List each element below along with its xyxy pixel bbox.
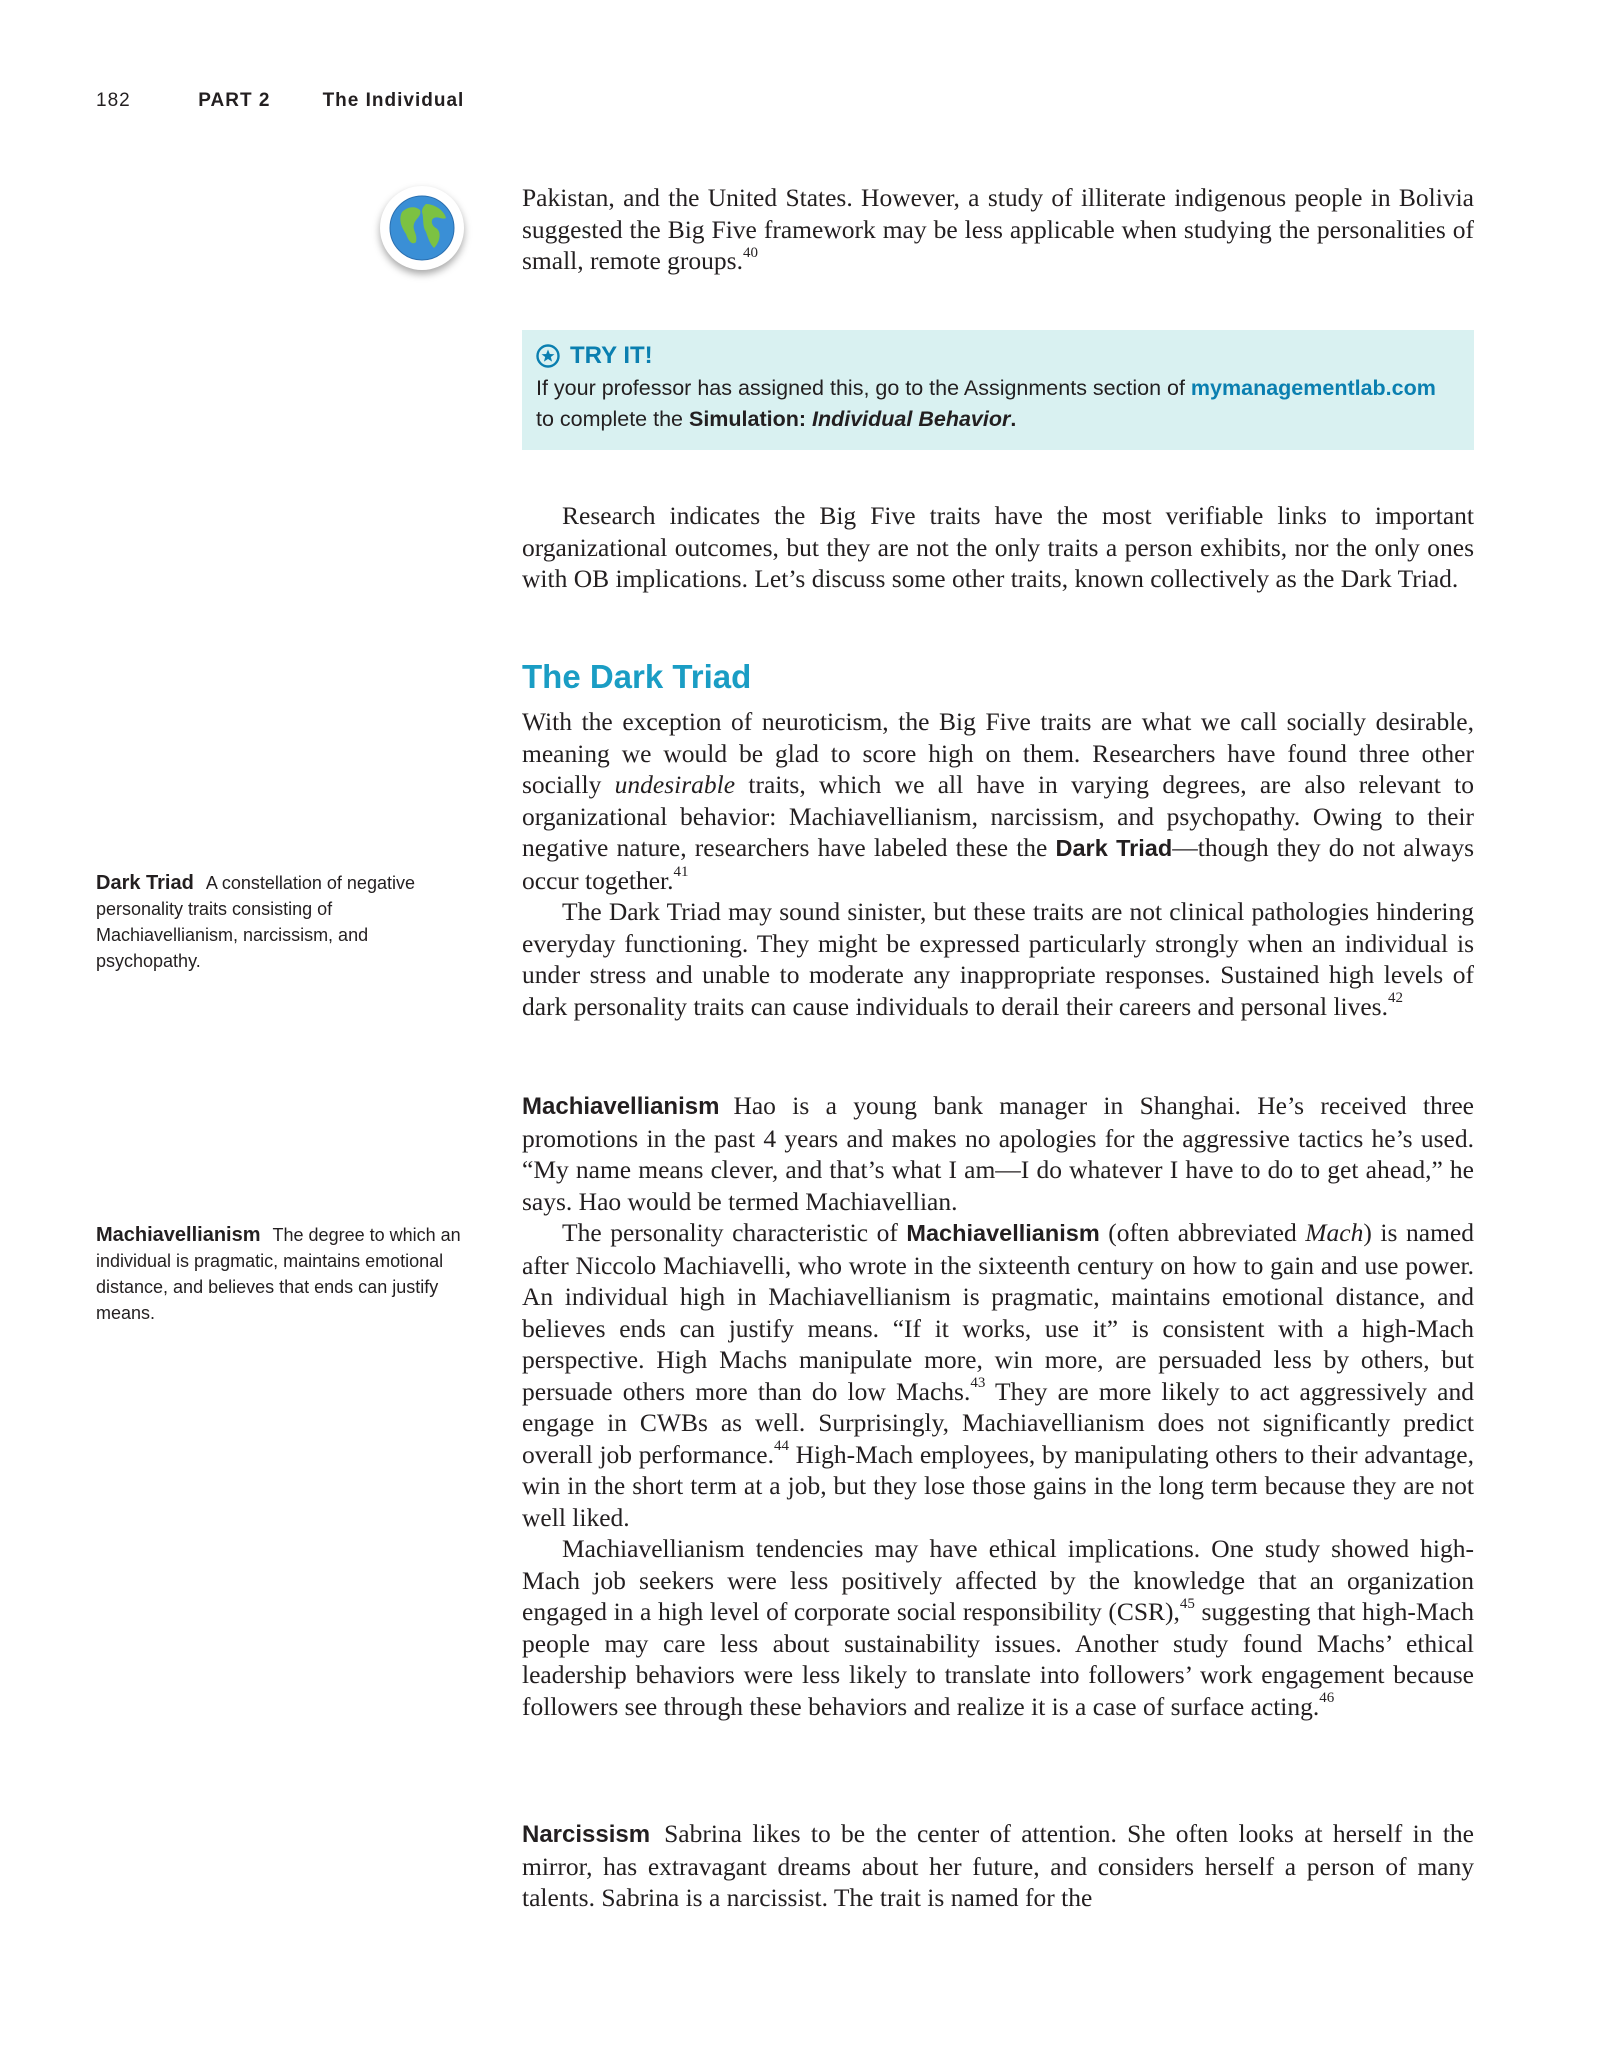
mymanagementlab-link[interactable]: mymanagementlab.com xyxy=(1190,376,1436,400)
intro-block xyxy=(522,182,1474,277)
machiavellianism-paragraph-3: Machiavellianism tendencies may have ethical implications. One study showed high-Mach job seekers were less positively affected by the knowledge that an organization engaged in a high level of corporate social responsibility (CSR),$^{45}$ suggesting that high-Mach people may care less about sustainability issues. Another study found Machs’ ethical leadership behaviors were less likely to translate into followers’ work engagement because followers see through these behaviors and realize it is a case of surface acting.$^{46}$ xyxy=(522,1534,1474,1721)
machiavellianism-paragraph-1: Machiavellianism Hao is a young bank manager in Shanghai. He’s received three promotions in the past 4 years and makes no apologies for the aggressive tactics he’s used. “My name means clever, and that’s what I am—I do whatever I have to do to get ahead,” he says. Hao would be termed Machiavellian. xyxy=(522,1091,1474,1216)
margin-definition-machiavellianism xyxy=(96,1222,476,1326)
dark-triad-term: Dark Triad xyxy=(1055,835,1173,861)
margin-term: Machiavellianism xyxy=(96,1224,261,1246)
narcissism-run-in: Narcissism xyxy=(522,1821,651,1848)
research-paragraph: Research indicates the Big Five traits have the most verifiable links to important organizational outcomes, but they are not the only traits a person exhibits, nor the only ones with OB implications. Let’s discuss some other traits, known collectively as the Dark Triad. xyxy=(522,501,1474,593)
part-title: The Individual xyxy=(322,90,465,111)
machiavellianism-paragraph-2: The personality characteristic of Machiavellianism (often abbreviated Mach) is named after Niccolo Machiavelli, who wrote in the sixteenth century on how to gain and use power. An individual high in Machiavellianism is pragmatic, maintains emotional distance, and believes ends can justify means. “If it works, use it” is consistent with a high-Mach perspective. High Machs manipulate more, win more, are persuaded less by others, but persuade others more than do low Machs.$^{43}$ They are more likely to act aggressively and engage in CWBs as well. Surprisingly, Machiavellianism does not significantly predict overall job performance.$^{44}$ High-Mach employees, by manipulating others to their advantage, win in the short term at a job, but they lose those gains in the long term because they are not well liked. xyxy=(522,1218,1475,1532)
margin-term: Dark Triad xyxy=(96,872,194,894)
part-label: PART 2 xyxy=(198,90,271,111)
margin-definition-dark-triad xyxy=(96,870,476,974)
try-it-title: TRY IT! xyxy=(570,342,653,369)
try-it-header xyxy=(536,340,1460,371)
narcissism-paragraph: Narcissism Sabrina likes to be the center of attention. She often looks at herself in the mirror, has extravagant dreams about her future, and considers herself a person of many talents. Sabrina is a narcissist. The trait is named for the xyxy=(522,1819,1474,1912)
try-it-box xyxy=(522,330,1474,450)
page-number: 182 xyxy=(96,90,131,111)
try-it-text: If your professor has assigned this, go to the Assignments section of mymanagementlab.com xyxy=(536,376,1436,400)
dark-triad-paragraph-2: The Dark Triad may sound sinister, but these traits are not clinical pathologies hindering everyday functioning. They might be expressed particularly strongly when an individual is under stress and unable to moderate any inappropriate responses. Sustained high levels of dark personality traits can cause individuals to derail their careers and personal lives.$^{42}$ xyxy=(522,897,1474,1021)
try-it-text-2: to complete the Simulation: Individual Behavior. xyxy=(536,407,1017,431)
dark-triad-block xyxy=(522,706,1474,1022)
narcissism-block xyxy=(522,1818,1474,1914)
star-icon xyxy=(536,344,560,368)
machiavellianism-block xyxy=(522,1090,1474,1722)
margin-definition-text: The degree to which an individual is pragmatic, maintains emotional distance, and believes that ends can justify means. xyxy=(96,1225,461,1323)
margin-definition-text: A constellation of negative personality traits consisting of Machiavellianism, narcissism, and psychopathy. xyxy=(96,873,415,971)
machiavellianism-run-in: Machiavellianism xyxy=(522,1093,720,1120)
dark-triad-paragraph-1: With the exception of neuroticism, the Big Five traits are what we call socially desirable, meaning we would be glad to score high on them. Researchers have found three other socially undesirable traits, which we all have in varying degrees, are also relevant to organizational behavior: Machiavellianism, narcissism, and psychopathy. Owing to their negative nature, researchers have labeled these the Dark Triad—though they do not always occur together.$^{41}$ xyxy=(522,707,1474,895)
running-head xyxy=(96,90,464,112)
intro-paragraph: Pakistan, and the United States. However, a study of illiterate indigenous people in Bolivia suggested the Big Five framework may be less applicable when studying the personalities of small, remote groups.$^{40}$ xyxy=(522,183,1474,275)
section-heading: The Dark Triad xyxy=(522,658,752,695)
machiavellianism-term: Machiavellianism xyxy=(906,1220,1100,1246)
globe-icon xyxy=(380,186,464,270)
research-block xyxy=(522,500,1474,595)
